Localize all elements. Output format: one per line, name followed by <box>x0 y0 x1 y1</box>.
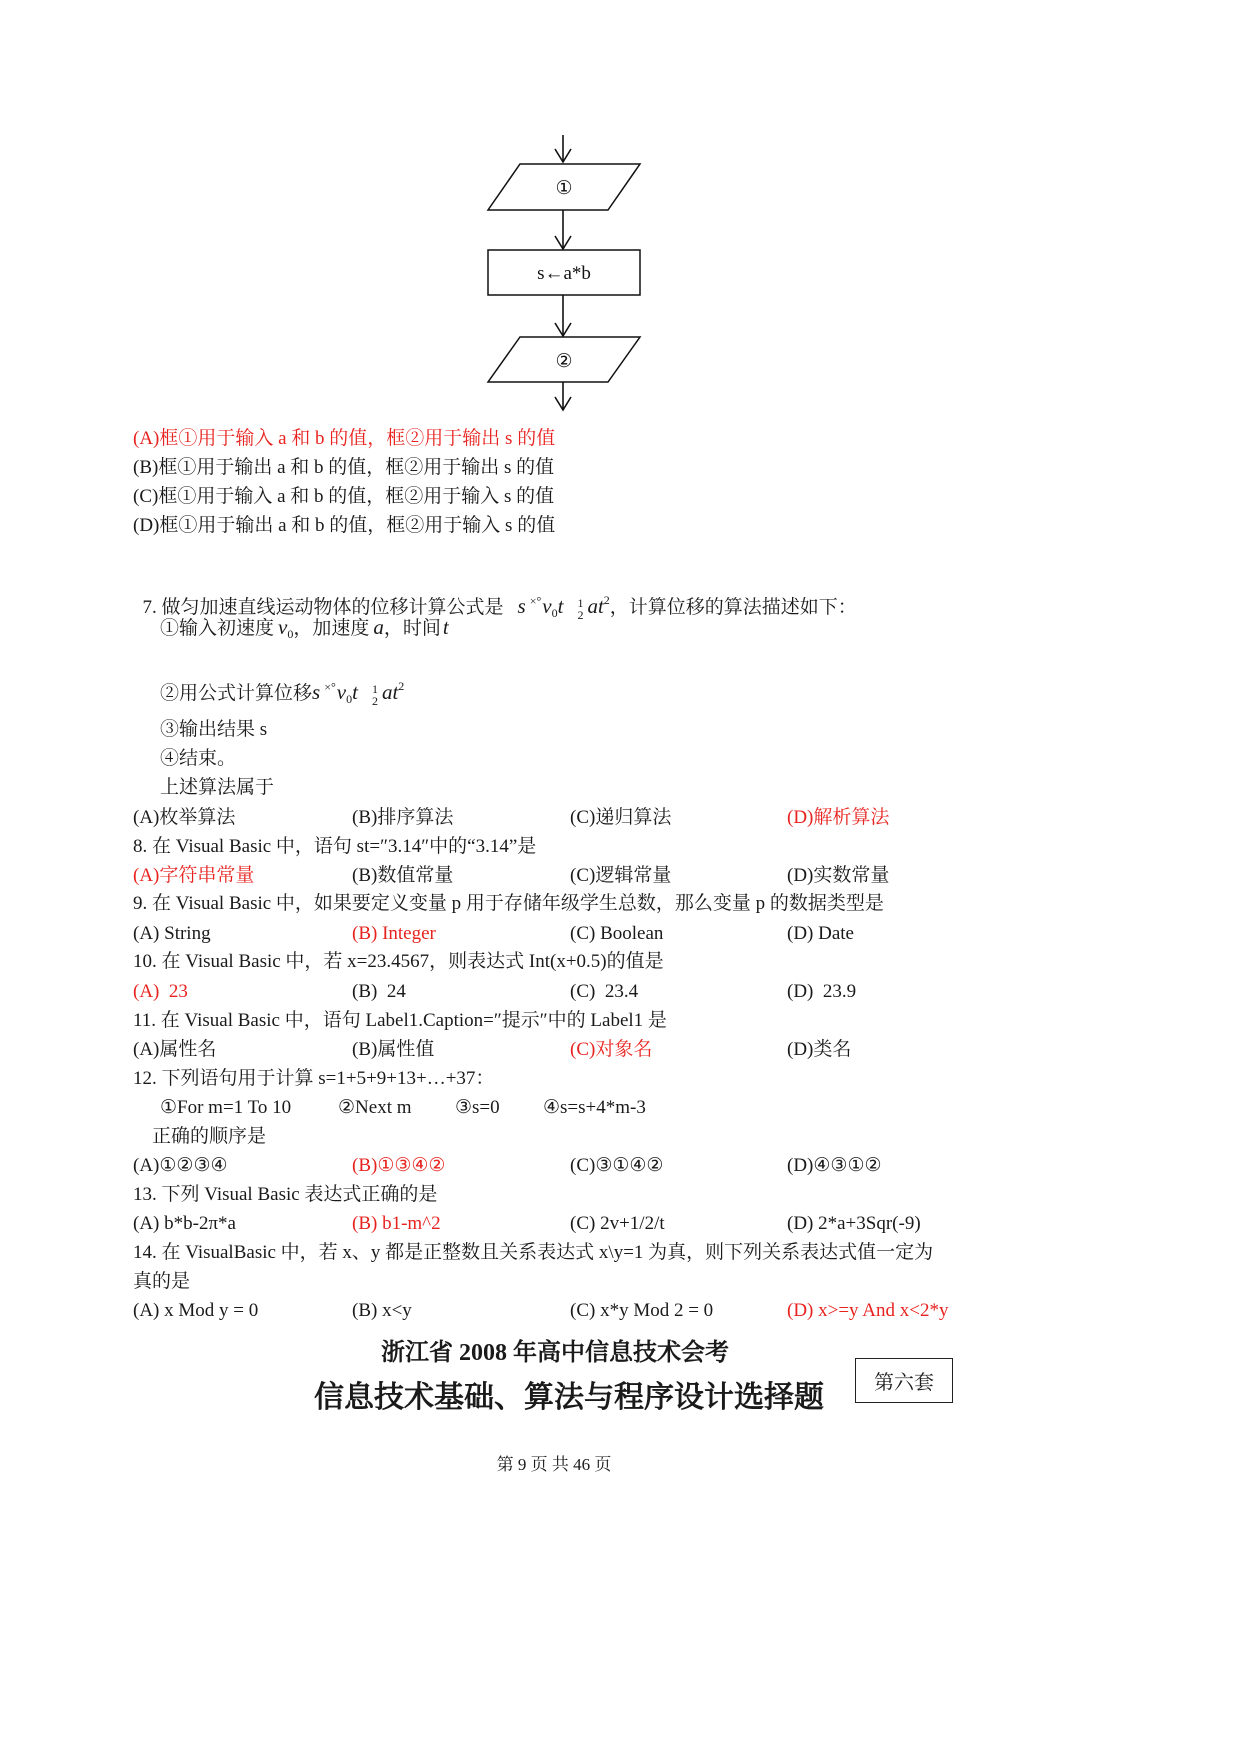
q12-option-d: (D)④③①② <box>787 1155 882 1176</box>
q11-option-b: (B)属性值 <box>352 1039 435 1060</box>
q14-option-d: (D) x>=y And x<2*y <box>787 1300 949 1321</box>
q7-formula <box>517 593 610 622</box>
formula-fraction <box>577 597 583 621</box>
q13-option-b: (B) b1-m^2 <box>352 1213 441 1234</box>
q7-option-d: (D)解析算法 <box>787 807 890 828</box>
formula-at: at <box>381 680 399 704</box>
step1-text: ①输入初速度 <box>160 618 275 639</box>
q6-option-c: (C)框①用于输入 a 和 b 的值，框②用于输入 s 的值 <box>133 486 555 507</box>
q13-option-d: (D) 2*a+3Sqr(-9) <box>787 1213 921 1234</box>
q7-question: 上述算法属于 <box>160 777 275 798</box>
flowchart <box>0 0 1241 420</box>
q8-option-d: (D)实数常量 <box>787 865 890 886</box>
q12-stem: 12. 下列语句用于计算 s=1+5+9+13+…+37： <box>133 1068 495 1089</box>
formula-s: s <box>517 594 526 618</box>
q11-stem: 11. 在 Visual Basic 中，语句 Label1.Caption=″提示″中的 Label1 是 <box>133 1010 667 1031</box>
formula-fraction <box>372 683 378 707</box>
page-footer: 第 9 页 共 46 页 <box>496 1455 612 1474</box>
q14-options <box>0 1299 1100 1323</box>
step1-v-sub: 0 <box>287 627 294 641</box>
q14-stem-line1: 14. 在 VisualBasic 中，若 x、y 都是正整数且关系表达式 x\y=1 为真，则下列关系表达式值一定为 <box>133 1242 934 1263</box>
q14-stem-line2: 真的是 <box>133 1271 191 1292</box>
q8-option-a: (A)字符串常量 <box>133 865 255 886</box>
formula-operator: ×° <box>324 680 336 694</box>
fraction-denominator: 2 <box>577 607 584 622</box>
exam-title: 浙江省 2008 年高中信息技术会考 <box>381 1340 729 1366</box>
q11-option-a: (A)属性名 <box>133 1039 217 1060</box>
formula-exponent: 2 <box>603 593 610 607</box>
q9-option-c: (C) Boolean <box>570 923 664 944</box>
q12-option-b: (B)①③④② <box>352 1155 446 1176</box>
q14-option-b: (B) x<y <box>352 1300 412 1321</box>
formula-v-sub: 0 <box>551 606 558 620</box>
input-box-label: ① <box>555 178 573 199</box>
q7-step2 <box>160 671 404 714</box>
q7-stem-text: 7. 做匀加速直线运动物体的位移计算公式是 <box>142 597 504 618</box>
q14-option-c: (C) x*y Mod 2 = 0 <box>570 1300 714 1321</box>
q11-option-d: (D)类名 <box>787 1039 852 1060</box>
q6-option-a: (A)框①用于输入 a 和 b 的值，框②用于输出 s 的值 <box>133 428 556 449</box>
q9-option-b: (B) Integer <box>352 923 436 944</box>
formula-operator: ×° <box>529 594 542 608</box>
q13-stem: 13. 下列 Visual Basic 表达式正确的是 <box>133 1184 438 1205</box>
q12-option-a: (A)①②③④ <box>133 1155 228 1176</box>
q7-option-a: (A)枚举算法 <box>133 807 236 828</box>
q12-option-c: (C)③①④② <box>570 1155 664 1176</box>
step1-t: t <box>442 615 449 639</box>
q11-option-c: (C)对象名 <box>570 1039 653 1060</box>
q10-option-c: (C) 23.4 <box>570 981 639 1002</box>
q8-stem: 8. 在 Visual Basic 中，语句 st=″3.14″中的“3.14”是 <box>133 836 537 857</box>
process-box-label: s←a*b <box>537 263 591 284</box>
q10-option-b: (B) 24 <box>352 981 406 1002</box>
formula-t: t <box>352 680 358 704</box>
q13-option-a: (A) b*b-2π*a <box>133 1213 236 1234</box>
q12-statement-2: ②Next m <box>338 1097 412 1118</box>
set-label: 第六套 <box>874 1372 934 1394</box>
q10-option-a: (A) 23 <box>133 981 188 1002</box>
formula-at: at <box>587 594 604 618</box>
formula-v: v <box>336 680 347 704</box>
q10-option-d: (D) 23.9 <box>787 981 857 1002</box>
output-box-label: ② <box>555 351 573 372</box>
step1-mid1: ，加速度 <box>293 618 370 639</box>
step1-mid2: ，时间 <box>383 618 441 639</box>
step1-v: v <box>278 615 288 639</box>
q12-prompt: 正确的顺序是 <box>152 1126 267 1147</box>
step1-a: a <box>373 615 384 639</box>
q9-option-a: (A) String <box>133 923 211 944</box>
q6-option-d: (D)框①用于输出 a 和 b 的值，框②用于输入 s 的值 <box>133 515 556 536</box>
fraction-numerator: 1 <box>371 681 378 696</box>
q7-option-c: (C)递归算法 <box>570 807 672 828</box>
formula-exponent: 2 <box>398 679 405 693</box>
q7-options <box>0 806 1100 830</box>
q12-options <box>0 1154 1100 1178</box>
q7-step3: ③输出结果 s <box>160 719 268 740</box>
q8-options <box>0 864 1100 888</box>
q9-stem: 9. 在 Visual Basic 中，如果要定义变量 p 用于存储年级学生总数，那么变量 p 的数据类型是 <box>133 893 884 914</box>
flow-arrow-1 <box>555 210 571 249</box>
q8-option-c: (C)逻辑常量 <box>570 865 672 886</box>
fraction-denominator: 2 <box>371 693 378 708</box>
flow-arrow-2 <box>555 295 571 336</box>
q8-option-b: (B)数值常量 <box>352 865 454 886</box>
q7-stem-tail: ，计算位移的算法描述如下： <box>609 597 857 618</box>
q9-options <box>0 922 1100 946</box>
flow-arrow-out <box>555 382 571 410</box>
q7-step4: ④结束。 <box>160 748 237 769</box>
q7-step1 <box>160 612 449 649</box>
q11-options <box>0 1038 1100 1062</box>
step2-text: ②用公式计算位移 <box>160 683 313 704</box>
fraction-numerator: 1 <box>577 595 584 610</box>
q12-statement-3: ③s=0 <box>455 1097 500 1118</box>
q9-option-d: (D) Date <box>787 923 854 944</box>
q13-option-c: (C) 2v+1/2/t <box>570 1213 665 1234</box>
q6-option-b: (B)框①用于输出 a 和 b 的值，框②用于输出 s 的值 <box>133 457 555 478</box>
q13-options <box>0 1212 1100 1236</box>
q12-statement-1: ①For m=1 To 10 <box>160 1097 292 1118</box>
flow-arrow-in <box>555 135 571 162</box>
q12-statements <box>0 1096 1100 1120</box>
formula-v-sub: 0 <box>346 692 353 706</box>
q14-option-a: (A) x Mod y = 0 <box>133 1300 259 1321</box>
q10-options <box>0 980 1100 1004</box>
set-label-box <box>855 1358 953 1403</box>
exam-subtitle: 信息技术基础、算法与程序设计选择题 <box>314 1381 824 1414</box>
formula-v: v <box>542 594 552 618</box>
formula-s: s <box>312 680 321 704</box>
formula-t: t <box>557 594 564 618</box>
q7-option-b: (B)排序算法 <box>352 807 454 828</box>
q10-stem: 10. 在 Visual Basic 中，若 x=23.4567，则表达式 Int(x+0.5)的值是 <box>133 951 664 972</box>
q12-statement-4: ④s=s+4*m-3 <box>543 1097 646 1118</box>
